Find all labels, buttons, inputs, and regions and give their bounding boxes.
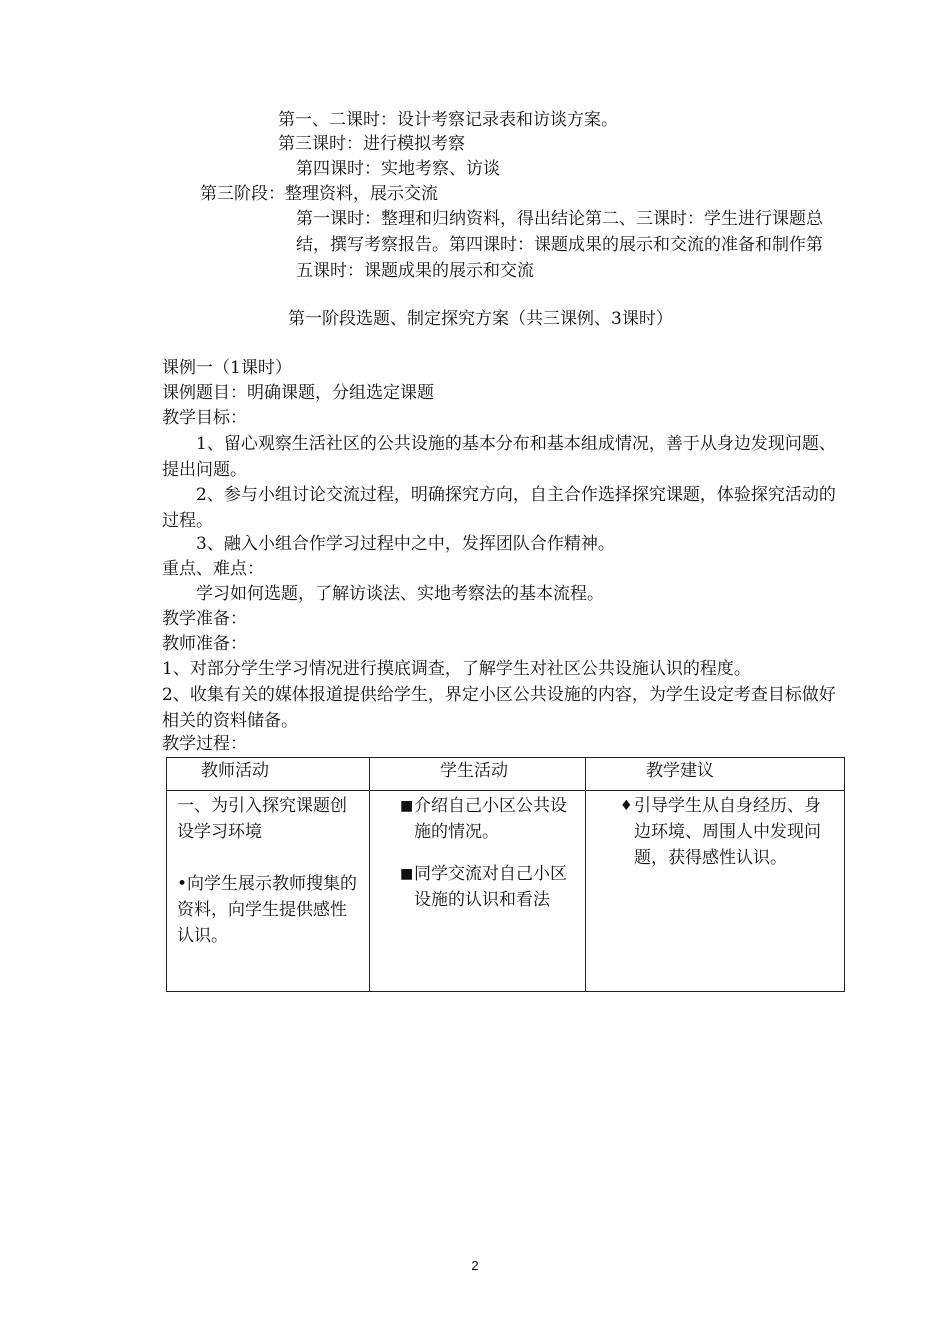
table-row <box>167 791 845 992</box>
goal-1: 1、留心观察生活社区的公共设施的基本分布和基本组成情况，善于从身边发现问题、提出问题。 <box>162 434 836 480</box>
teaching-advice-1: 引导学生从自身经历、身边环境、周围人中发现问题，获得感性认识。 <box>634 796 821 868</box>
preparation-label: 教学准备： <box>162 609 247 629</box>
stage-three-detail: 第一课时：整理和归纳资料，得出结论第二、三课时：学生进行课题总结，撰写考察报告。第四课时：课题成果的展示和交流的准备和制作第五课时：课题成果的展示和交流 <box>296 209 823 281</box>
schedule-line-1: 第一、二课时：设计考察记录表和访谈方案。 <box>278 110 618 130</box>
teacher-preparation-label: 教师准备： <box>162 634 247 654</box>
process-label: 教学过程： <box>162 734 247 754</box>
schedule-line-3: 第四课时：实地考察、访谈 <box>296 159 500 179</box>
key-points-text: 学习如何选题，了解访谈法、实地考察法的基本流程。 <box>196 584 604 604</box>
teaching-process-table <box>166 757 845 992</box>
square-bullet-icon: ■ <box>400 866 414 882</box>
teacher-activity-cell <box>167 791 370 992</box>
goal-2: 2、参与小组讨论交流过程，明确探究方向，自主合作选择探究课题，体验探究活动的过程。 <box>162 485 836 531</box>
teaching-advice-cell <box>586 791 845 992</box>
student-activity-2: 同学交流对自己小区设施的认识和看法 <box>414 864 567 910</box>
preparation-1: 1、对部分学生学习情况进行摸底调查，了解学生对社区公共设施认识的程度。 <box>162 659 751 679</box>
goals-label: 教学目标： <box>162 408 247 428</box>
table-header-row <box>167 758 845 791</box>
header-student-activity: 学生活动 <box>370 758 586 791</box>
student-activity-1: 介绍自己小区公共设施的情况。 <box>414 796 567 842</box>
key-points-label: 重点、难点： <box>162 559 264 579</box>
goal-3: 3、融入小组合作学习过程中之中，发挥团队合作精神。 <box>196 534 615 554</box>
list-item <box>400 861 575 913</box>
lesson-header: 课例一（1课时） <box>162 358 292 378</box>
page-number: 2 <box>471 1258 479 1273</box>
preparation-2: 2、收集有关的媒体报道提供给学生，界定小区公共设施的内容，为学生设定考查目标做好相关的资料储备。 <box>162 685 836 731</box>
lesson-topic: 课例题目：明确课题，分组选定课题 <box>162 383 434 403</box>
teacher-activity-1: 一、为引入探究课题创设学习环境 <box>177 796 347 842</box>
stage-three-heading: 第三阶段：整理资料，展示交流 <box>200 184 438 204</box>
header-teacher-activity: 教师活动 <box>167 758 370 791</box>
list-item <box>620 793 824 871</box>
square-bullet-icon: ■ <box>400 798 414 814</box>
diamond-bullet-icon: ♦ <box>620 798 633 814</box>
section-heading: 第一阶段选题、制定探究方案（共三课例、3课时） <box>288 309 673 329</box>
teacher-activity-2: •向学生展示教师搜集的资料，向学生提供感性认识。 <box>177 874 358 946</box>
list-item <box>400 793 575 845</box>
student-activity-cell <box>370 791 586 992</box>
schedule-line-2: 第三课时：进行模拟考察 <box>278 134 465 154</box>
header-teaching-advice: 教学建议 <box>586 758 845 791</box>
